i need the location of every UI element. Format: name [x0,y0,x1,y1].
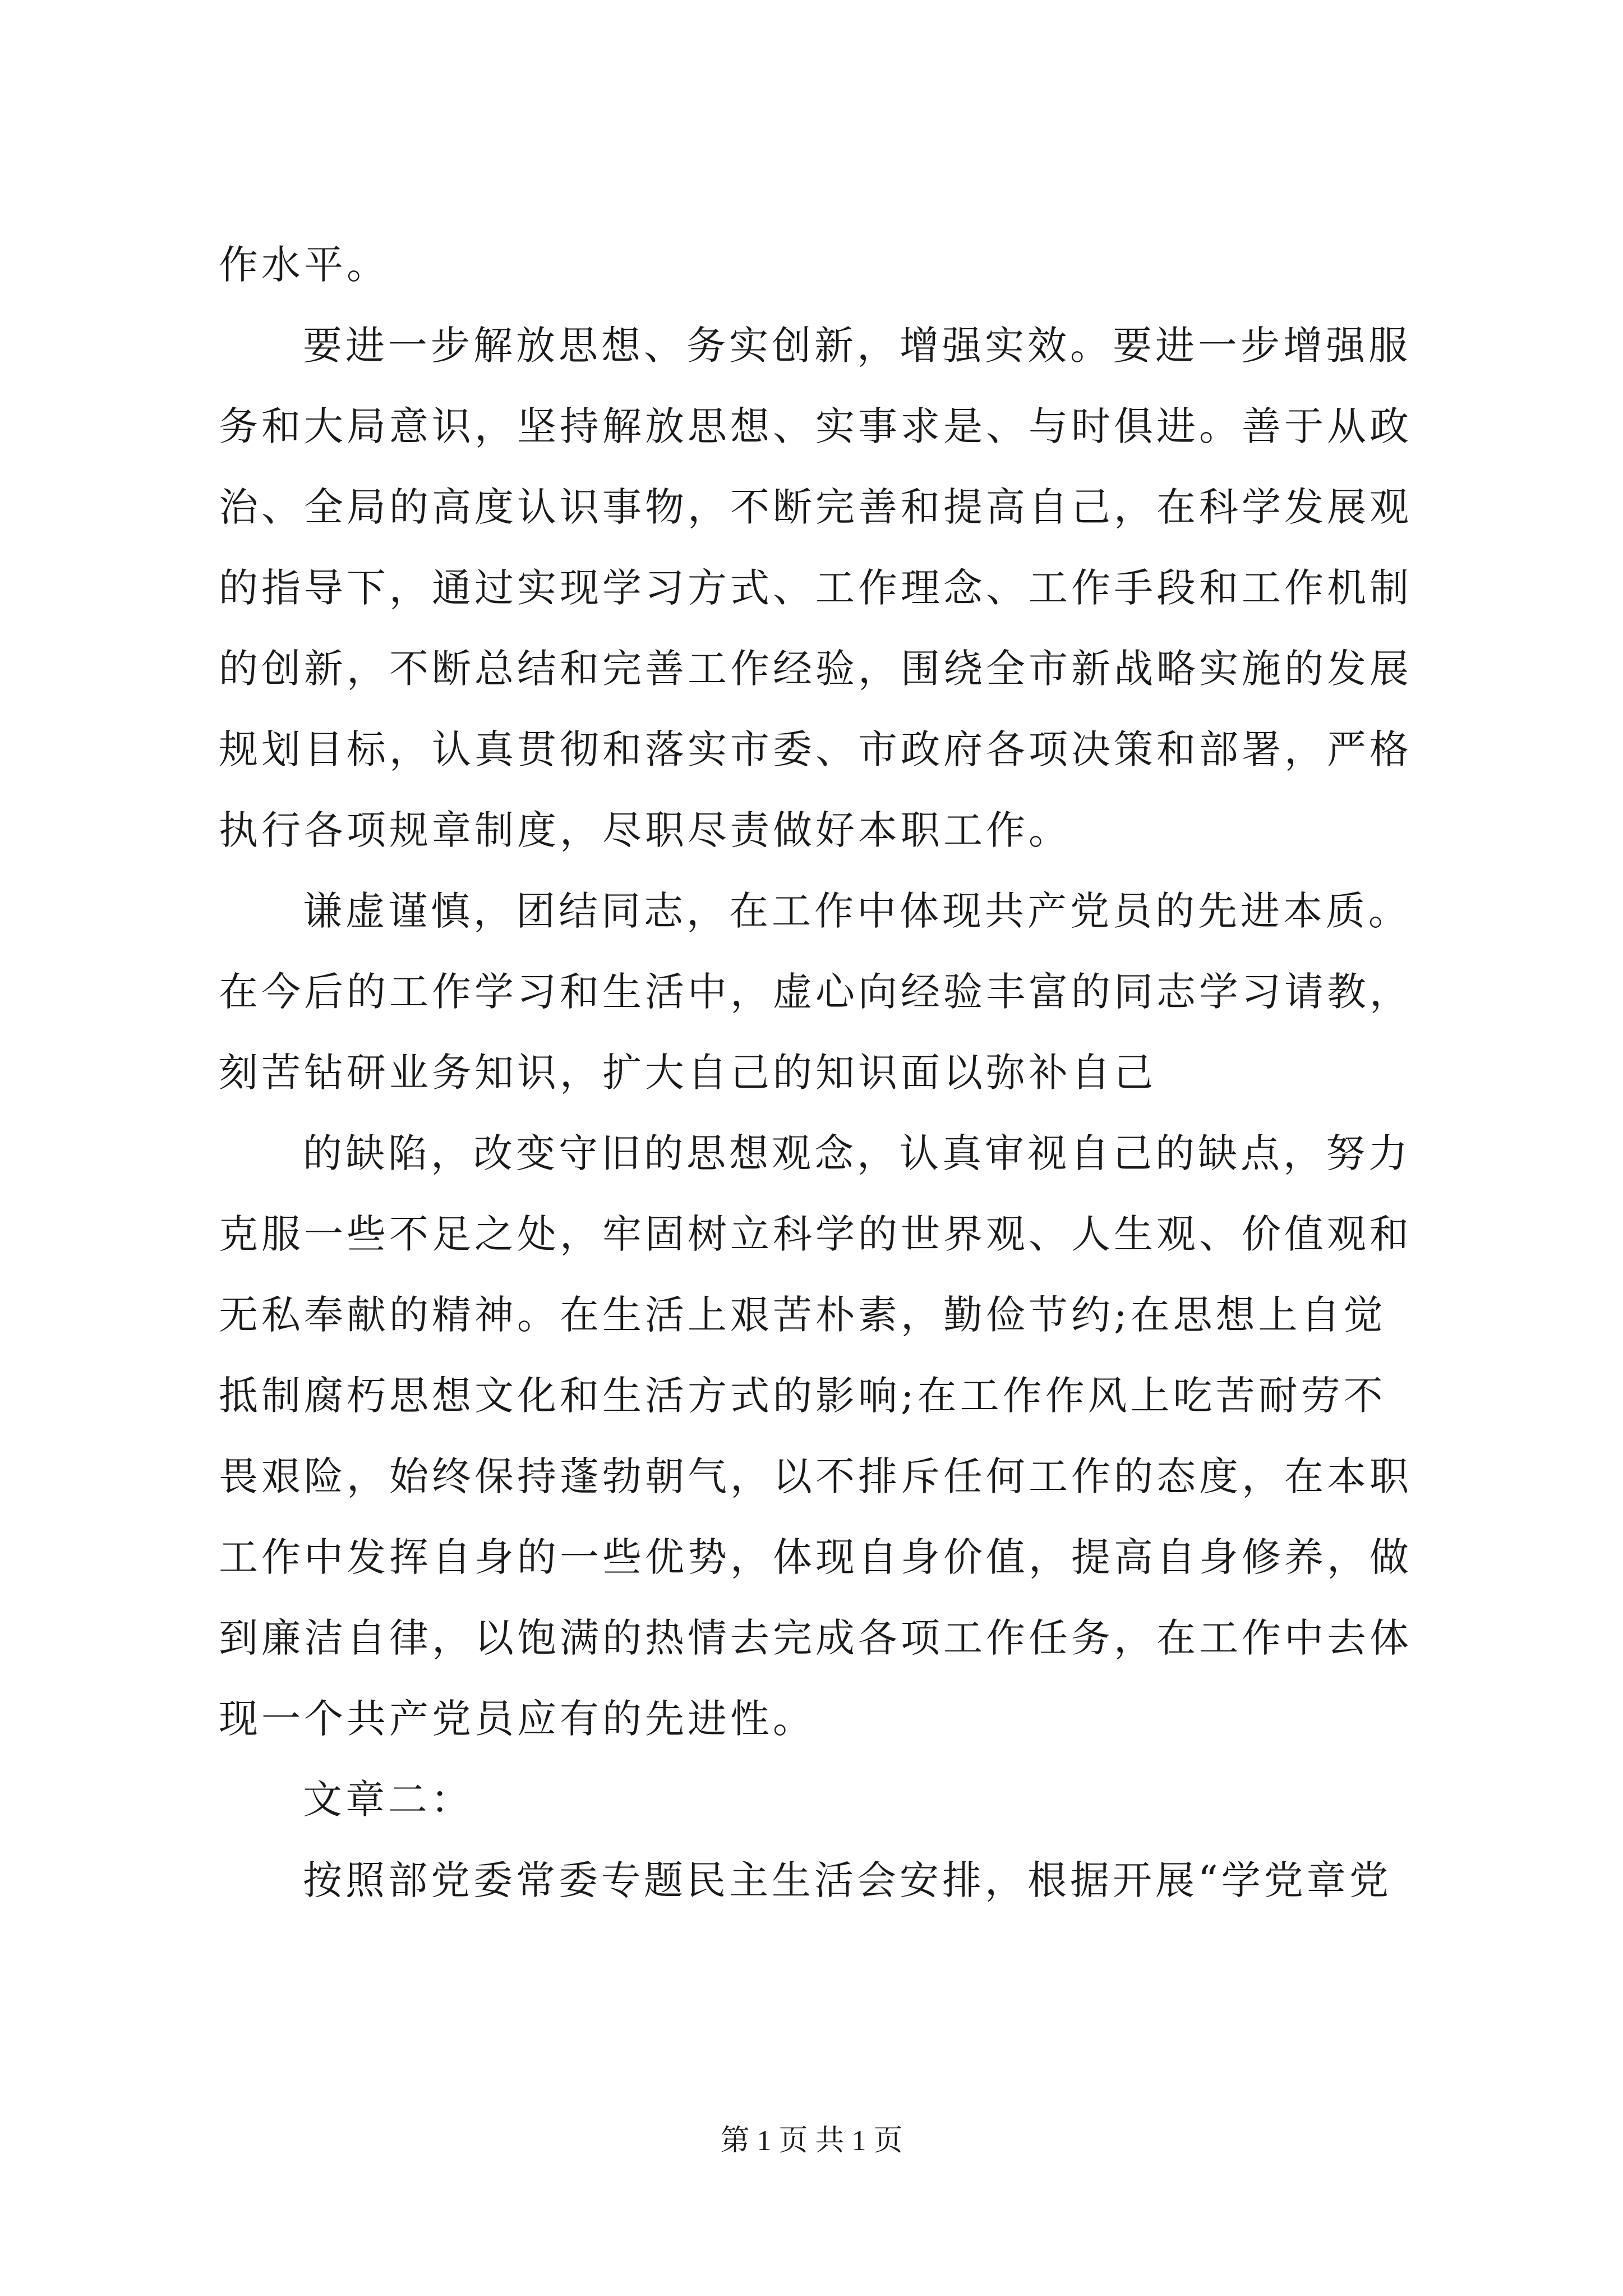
section-heading: 文章二： [303,1777,473,1823]
text-line: 畏艰险，始终保持蓬勃朝气，以不排斥任何工作的态度，在本职 [219,1453,1412,1499]
text-line: 工作中发挥自身的一些优势，体现自身价值，提高自身修养，做 [219,1534,1412,1580]
text-line: 治、全局的高度认识事物，不断完善和提高自己，在科学发展观 [219,484,1412,530]
text-line: 抵制腐朽思想文化和生活方式的影响;在工作作风上吃苦耐劳不 [219,1373,1386,1419]
text-line: 按照部党委常委专题民主生活会安排，根据开展“学党章党 [303,1857,1392,1903]
text-line: 的指导下，通过实现学习方式、工作理念、工作手段和工作机制 [219,565,1412,611]
text-line: 无私奉献的精神。在生活上艰苦朴素，勤俭节约;在思想上自觉 [219,1292,1386,1338]
text-line: 现一个共产党员应有的先进性。 [219,1696,815,1742]
text-line: 谦虚谨慎，团结同志，在工作中体现共产党员的先进本质。 [303,888,1411,934]
text-line: 刻苦钻研业务知识，扩大自己的知识面以弥补自己 [219,1050,1156,1096]
text-line: 要进一步解放思想、务实创新，增强实效。要进一步增强服 [303,323,1411,369]
text-line: 规划目标，认真贯彻和落实市委、市政府各项决策和部署，严格 [219,726,1412,772]
text-line: 克服一些不足之处，牢固树立科学的世界观、人生观、价值观和 [219,1211,1412,1257]
text-line: 到廉洁自律，以饱满的热情去完成各项工作任务，在工作中去体 [219,1615,1412,1661]
text-line: 作水平。 [219,242,389,288]
page-number-footer: 第 1 页 共 1 页 [720,2125,903,2157]
document-body [219,224,1424,1921]
text-line: 务和大局意识，坚持解放思想、实事求是、与时俱进。善于从政 [219,403,1412,449]
text-line: 的缺陷，改变守旧的思想观念，认真审视自己的缺点，努力 [303,1130,1411,1176]
text-line: 执行各项规章制度，尽职尽责做好本职工作。 [219,807,1071,853]
text-line: 在今后的工作学习和生活中，虚心向经验丰富的同志学习请教， [219,969,1412,1015]
text-line: 的创新，不断总结和完善工作经验，围绕全市新战略实施的发展 [219,646,1412,692]
